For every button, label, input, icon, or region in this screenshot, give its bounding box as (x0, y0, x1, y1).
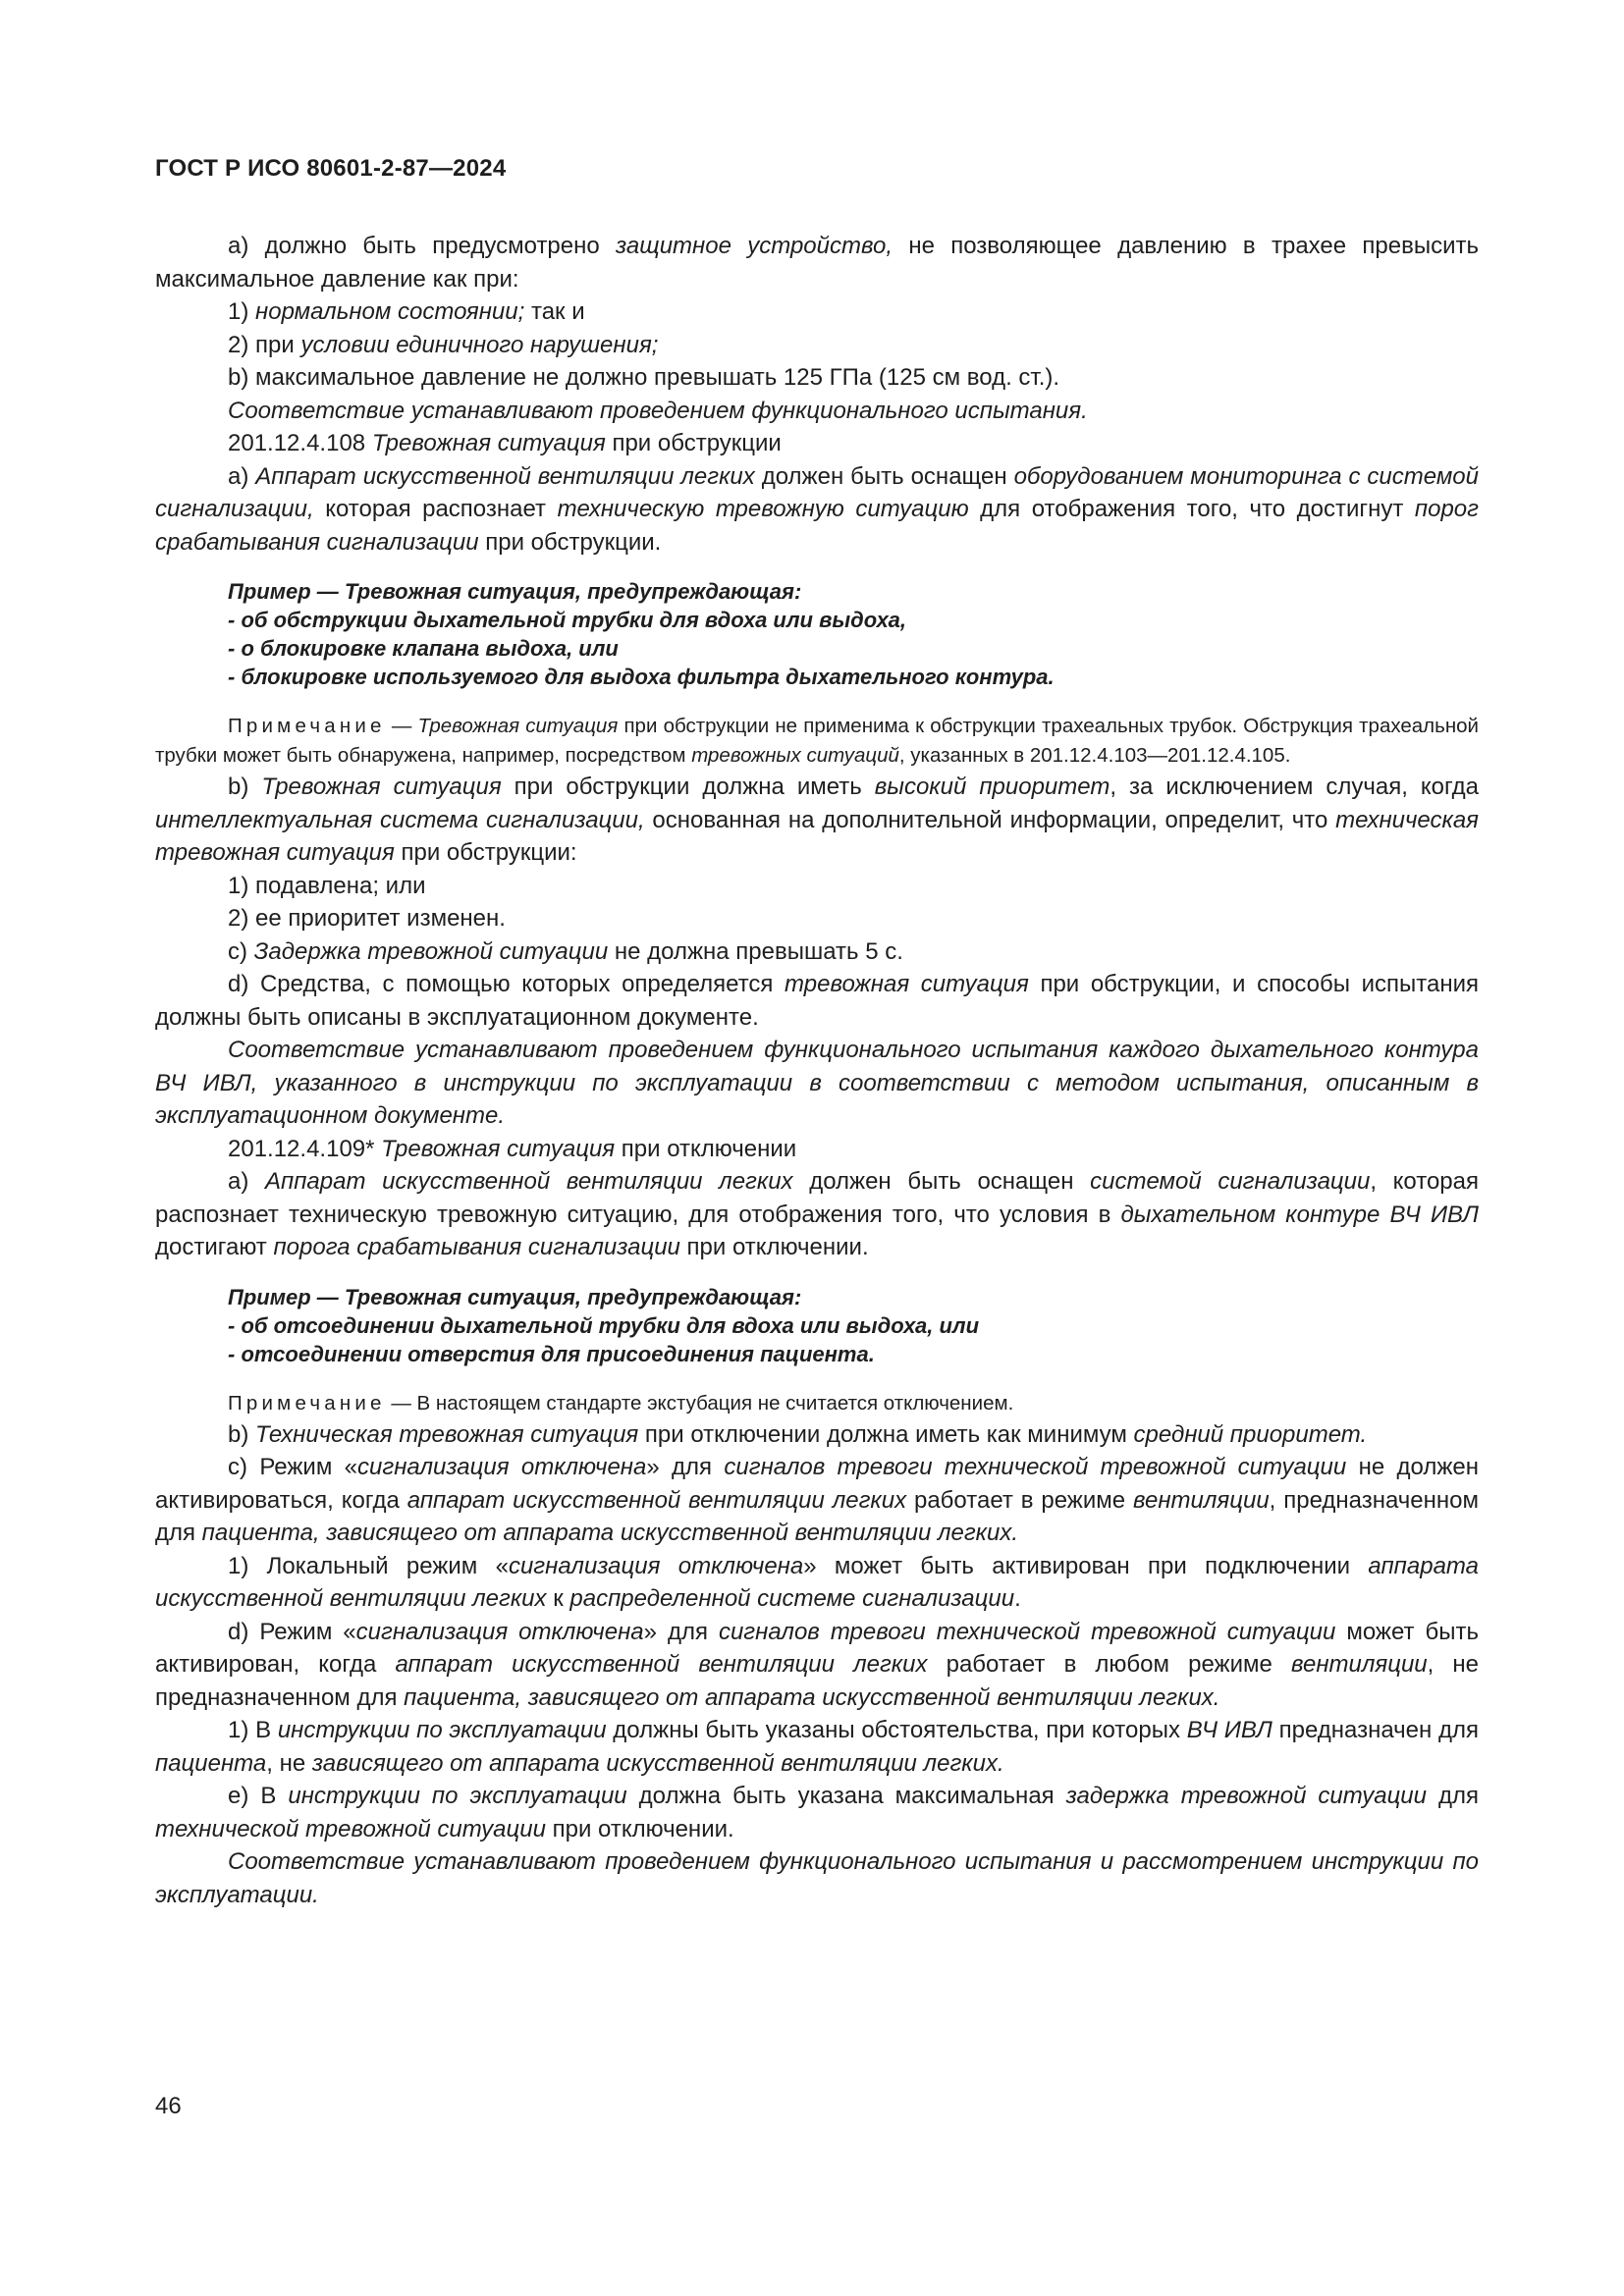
body-paragraph (155, 361, 1479, 395)
text-run: 201.12.4.109* (228, 1135, 382, 1162)
text-run: достигают (155, 1234, 274, 1260)
example-line: Пример — Тревожная ситуация, предупреждающая: (228, 1284, 802, 1309)
text-run: , не (266, 1749, 312, 1777)
italic-run: Аппарат искусственной вентиляции легких (264, 1168, 793, 1195)
italic-run: ВЧ ИВЛ (1186, 1717, 1272, 1743)
body-paragraph (155, 295, 1479, 329)
body-paragraph (155, 1133, 1479, 1166)
italic-run: Тревожная ситуация (261, 774, 502, 800)
italic-run: Соответствие устанавливают проведением функционального испытания каждого дыхательного контура ВЧ ИВЛ, указанного в инструкции по эксплуатации в соответствии с методом испытания, описанным в эксплуатационном документе. (155, 1037, 1479, 1129)
text-run: при отключении. (545, 1815, 734, 1842)
text-run: » для (643, 1618, 719, 1645)
italic-run: средний приоритет. (1133, 1420, 1368, 1448)
italic-run: защитное устройство, (616, 233, 893, 259)
example-line: - о блокировке клапана выдоха, или (228, 636, 619, 661)
body-paragraph (155, 1616, 1479, 1715)
text-run: , указанных в 201.12.4.103—201.12.4.105. (898, 744, 1291, 767)
body-paragraph (155, 902, 1479, 935)
body-paragraph (155, 1451, 1479, 1550)
text-run: . (1014, 1585, 1021, 1612)
body-paragraph (155, 771, 1479, 870)
text-run: , не предназначенном для (155, 1651, 1480, 1711)
text-run: 2) ее приоритет изменен. (228, 905, 506, 932)
text-run: » может быть активирован при подключении (803, 1552, 1369, 1579)
text-run: которая распознает (313, 496, 558, 522)
text-run: при обструкции не применима к обструкции трахеальных трубок. Обструкция трахеальной трубки может быть обнаружена, например, посредством (155, 715, 1479, 767)
italic-run: сигнализация отключена (508, 1552, 804, 1579)
italic-run: Тревожная ситуация (371, 430, 606, 456)
italic-run: высокий приоритет (874, 774, 1110, 800)
italic-run: сигналов тревоги технической тревожной ситуации (724, 1454, 1347, 1480)
italic-run: порог срабатывания сигнализации (155, 496, 1479, 556)
italic-run: тревожных ситуаций (691, 744, 899, 767)
note-label: Примечание (228, 1391, 386, 1415)
text-run: работает в режиме (906, 1486, 1133, 1514)
italic-run: технической тревожной ситуации (155, 1815, 546, 1842)
text-run: при обструкции. (478, 528, 662, 556)
note-label: Примечание (228, 715, 386, 737)
text-run: , предназначенном для (155, 1486, 1480, 1546)
italic-run: сигнализация отключена (357, 1454, 647, 1480)
italic-run: техническая тревожная ситуация (155, 806, 1479, 866)
text-run: 201.12.4.108 (228, 430, 372, 456)
body-paragraph (155, 870, 1479, 903)
text-run: 2) при (228, 331, 301, 358)
italic-run: аппарат искусственной вентиляции легких (406, 1486, 907, 1514)
italic-run: Соответствие устанавливают проведением функционального испытания и рассмотрением инструкции по эксплуатации. (155, 1848, 1479, 1908)
text-run: может быть активирован, когда (155, 1618, 1479, 1678)
page-number: 46 (155, 2093, 182, 2119)
text-run: c) (228, 937, 254, 965)
text-run: 1) (228, 298, 256, 325)
text-run: , за исключением случая, когда (1110, 774, 1479, 800)
italic-run: сигнализация отключена (355, 1618, 644, 1645)
italic-run: распределенной системе сигнализации (569, 1585, 1015, 1612)
text-run: — (385, 715, 418, 737)
text-run: a) должно быть предусмотрено (228, 233, 617, 259)
body-paragraph (155, 1845, 1479, 1911)
text-run: предназначен для (1272, 1717, 1480, 1743)
note-paragraph (155, 712, 1479, 771)
italic-run: зависящего от аппарата искусственной вентиляции легких. (311, 1749, 1004, 1777)
italic-run: аппарата искусственной вентиляции легких (155, 1552, 1479, 1612)
text-run: 1) Локальный режим « (228, 1552, 509, 1579)
note-paragraph (155, 1389, 1479, 1418)
text-run: должен быть оснащен (754, 462, 1014, 490)
example-line: - об обструкции дыхательной трубки для вдоха или выдоха, (228, 608, 906, 632)
italic-run: аппарат искусственной вентиляции легких (395, 1651, 928, 1678)
example-line: - отсоединении отверстия для присоединения пациента. (228, 1341, 875, 1366)
body-paragraph (155, 1418, 1479, 1452)
example-line: - блокировке используемого для выдоха фильтра дыхательного контура. (228, 665, 1055, 689)
italic-run: Аппарат искусственной вентиляции легких (255, 462, 755, 490)
text-run: должен быть оснащен (792, 1168, 1091, 1195)
text-run: к (546, 1585, 570, 1612)
italic-run: условии единичного нарушения; (300, 331, 659, 358)
text-run: » для (646, 1454, 725, 1480)
italic-run: Тревожная ситуация (417, 715, 619, 737)
italic-run: вентиляции (1290, 1651, 1428, 1678)
italic-run: Задержка тревожной ситуации (253, 937, 609, 965)
italic-run: пациента, зависящего от аппарата искусственной вентиляции легких. (201, 1520, 1019, 1546)
text-run: должны быть указаны обстоятельства, при которых (606, 1717, 1187, 1743)
italic-run: Соответствие устанавливают проведением функционального испытания. (228, 397, 1088, 424)
body-paragraph (155, 1165, 1479, 1264)
example-line: Пример — Тревожная ситуация, предупреждающая: (228, 579, 802, 604)
italic-run: дыхательном контуре ВЧ ИВЛ (1120, 1201, 1479, 1228)
italic-run: сигналов тревоги технической тревожной ситуации (718, 1618, 1336, 1645)
body-paragraph (155, 1780, 1479, 1845)
text-run: , которая распознает техническую тревожную ситуацию, для отображения того, что условия в (155, 1168, 1480, 1228)
text-run: не должна превышать 5 с. (608, 937, 903, 965)
body-paragraph (155, 1550, 1479, 1616)
text-run: работает в любом режиме (927, 1651, 1291, 1678)
text-run: должна быть указана максимальная (626, 1783, 1066, 1809)
body-paragraph (155, 1034, 1479, 1133)
italic-run: порога срабатывания сигнализации (273, 1234, 680, 1260)
text-run: при обструкции: (394, 839, 577, 866)
italic-run: нормальном состоянии; (255, 298, 525, 325)
body-paragraph (155, 935, 1479, 969)
example-line: - об отсоединении дыхательной трубки для вдоха или выдоха, или (228, 1312, 980, 1338)
text-run: b) (228, 1420, 256, 1448)
text-run: при обструкции, и способы испытания должны быть описаны в эксплуатационном документе. (155, 971, 1480, 1031)
text-run: не должен активироваться, когда (155, 1454, 1479, 1514)
italic-run: инструкции по эксплуатации (288, 1783, 627, 1809)
text-run: при обструкции (605, 430, 782, 456)
text-run: b) максимальное давление не должно превышать 125 ГПа (125 см вод. ст.). (228, 364, 1060, 391)
italic-run: интеллектуальная система сигнализации, (155, 806, 645, 833)
body-paragraph (155, 968, 1479, 1034)
italic-run: задержка тревожной ситуации (1065, 1783, 1427, 1809)
text-run: e) В (228, 1783, 289, 1809)
text-run: 1) подавлена; или (228, 872, 426, 899)
italic-run: тревожная ситуация (785, 971, 1029, 997)
body-paragraph (155, 395, 1479, 428)
text-run: не позволяющее давлению в трахее превысить максимальное давление как при: (155, 233, 1479, 293)
body-paragraph (155, 230, 1479, 295)
body-paragraph (155, 329, 1479, 362)
text-run: a) (228, 1168, 265, 1195)
text-run: 1) В (228, 1717, 278, 1743)
text-run: a) (228, 462, 256, 490)
text-run: для отображения того, что достигнут (968, 496, 1415, 522)
italic-run: пациента (155, 1749, 267, 1777)
text-run: c) Режим « (228, 1454, 358, 1480)
example-block (155, 577, 1479, 691)
document-body (155, 230, 1479, 1911)
text-run: при отключении должна иметь как минимум (638, 1420, 1134, 1448)
text-run: при отключении (615, 1135, 797, 1162)
text-run: при обструкции должна иметь (501, 774, 875, 800)
italic-run: вентиляции (1133, 1486, 1270, 1514)
italic-run: техническую тревожную ситуацию (557, 496, 969, 522)
text-run: при отключении. (679, 1234, 869, 1260)
italic-run: инструкции по эксплуатации (277, 1717, 607, 1743)
text-run: для (1427, 1783, 1480, 1809)
italic-run: оборудованием мониторинга с системой сигнализации, (155, 462, 1479, 522)
text-run: d) Средства, с помощью которых определяется (228, 971, 785, 997)
text-run: основанная на дополнительной информации, определит, что (644, 806, 1336, 833)
text-run: так и (524, 298, 585, 325)
body-paragraph (155, 460, 1479, 560)
italic-run: Техническая тревожная ситуация (255, 1420, 639, 1448)
italic-run: пациента, зависящего от аппарата искусственной вентиляции легких. (404, 1683, 1220, 1711)
example-block (155, 1283, 1479, 1368)
body-paragraph (155, 427, 1479, 460)
body-paragraph (155, 1714, 1479, 1780)
text-run: b) (228, 774, 262, 800)
italic-run: системой сигнализации (1090, 1168, 1371, 1195)
text-run: — В настоящем стандарте экстубация не считается отключением. (385, 1391, 1014, 1415)
document-header: ГОСТ Р ИСО 80601-2-87—2024 (155, 155, 507, 182)
text-run: d) Режим « (228, 1618, 356, 1645)
italic-run: Тревожная ситуация (381, 1135, 616, 1162)
